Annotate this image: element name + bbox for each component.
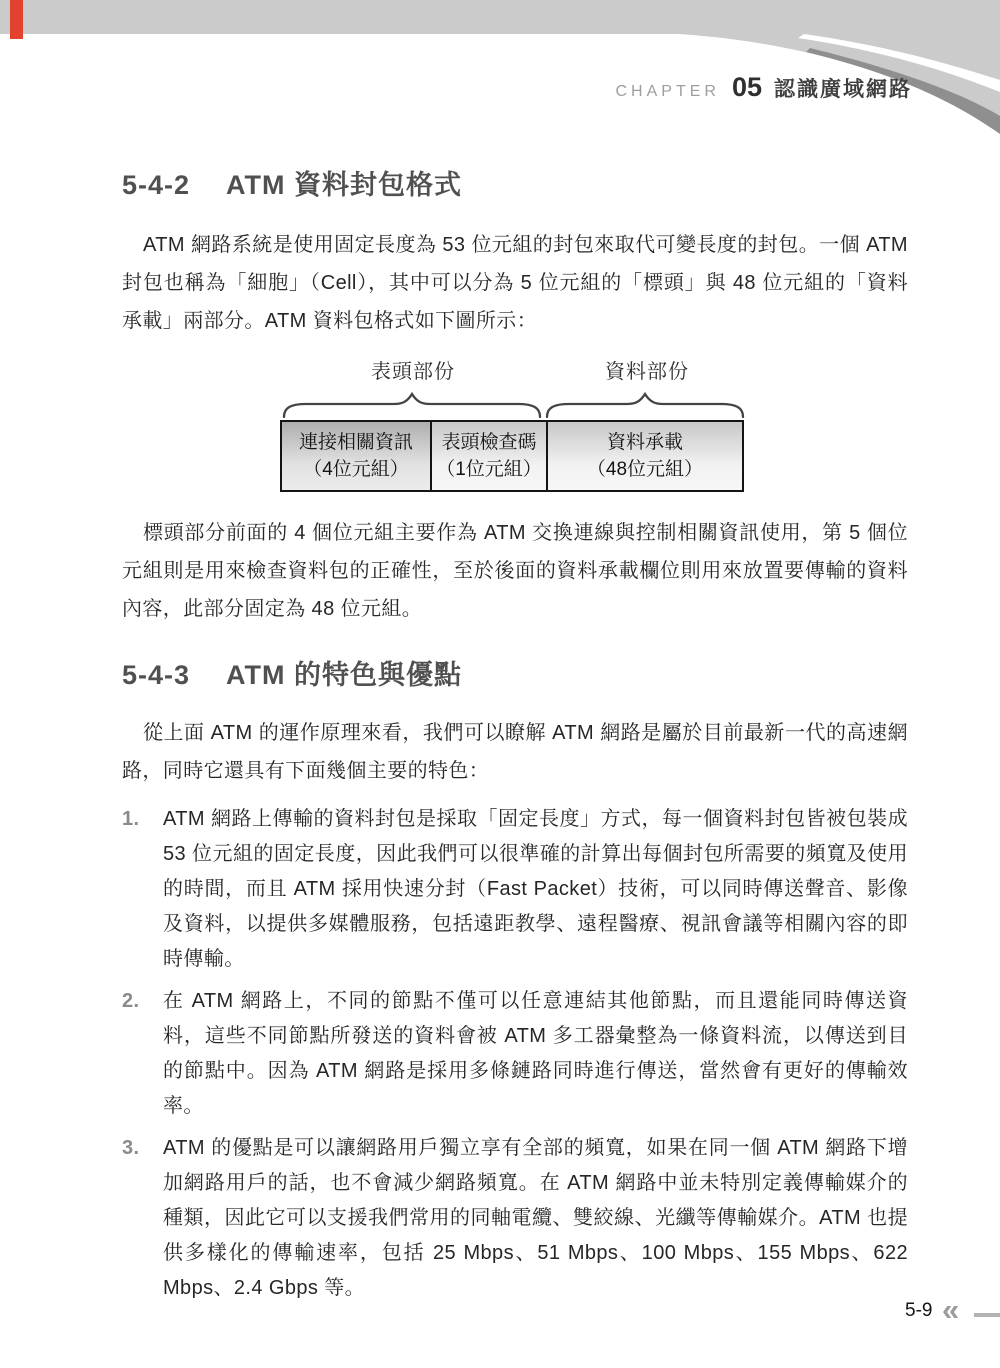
double-chevron-left-icon: « — [942, 1292, 960, 1327]
section-title: ATM 資料封包格式 — [226, 170, 463, 200]
curly-brace-left — [282, 392, 542, 419]
list-item-number: 2. — [122, 990, 140, 1012]
paragraph-atm-format: ATM 網路系統是使用固定長度為 53 位元組的封包來取代可變長度的封包。一個 ATM 封包也稱為「細胞」（Cell），其中可以分為 5 位元組的「標頭」與 48 位元組的「資料承載」兩部分。ATM 資料包格式如下圖所示： — [122, 234, 908, 332]
feature-list — [122, 802, 908, 1313]
list-item — [122, 984, 908, 1124]
section-heading-5-4-3 — [122, 658, 462, 692]
section-number: 5-4-2 — [122, 170, 191, 200]
list-item — [122, 1131, 908, 1306]
box-subtitle: （1位元組） — [436, 459, 542, 480]
box-title: 連接相關資訊 — [298, 432, 413, 453]
section-title: ATM 的特色與優點 — [226, 660, 463, 690]
chapter-title: 認識廣域網路 — [774, 78, 912, 101]
curly-brace-right — [545, 392, 745, 419]
list-item-number: 1. — [122, 808, 140, 830]
list-item — [122, 802, 908, 977]
list-item-text: 在 ATM 網路上，不同的節點不僅可以任意連結其他節點，而且還能同時傳送資料，這些不同節點所發送的資料會被 ATM 多工器彙整為一條資料流，以傳送到目的節點中。因為 ATM 網路是採用多條鏈路同時進行傳送，當然會有更好的傳輸效率。 — [163, 990, 908, 1117]
diagram-box-payload — [546, 422, 742, 490]
chapter-header — [616, 72, 913, 103]
page-number: 5-9 — [905, 1300, 933, 1321]
list-item-text: ATM 的優點是可以讓網路用戶獨立享有全部的頻寬，如果在同一個 ATM 網路下增加網路用戶的話，也不會減少網路頻寬。在 ATM 網路中並未特別定義傳輸媒介的種類，因此它可以支援我們常用的同軸電纜、雙絞線、光纖等傳輸媒介。ATM 也提供多樣化的傳輸速率，包括 25 Mbps、51 Mbps、100 Mbps、155 Mbps、622 Mbps、2.4 Gbps 等。 — [163, 1137, 908, 1299]
footer-rule — [974, 1313, 1000, 1317]
list-item-number: 3. — [122, 1137, 140, 1159]
diagram-label-data-part: 資料部份 — [605, 361, 689, 383]
paragraph-features-intro: 從上面 ATM 的運作原理來看，我們可以瞭解 ATM 網路是屬於目前最新一代的高速網路，同時它還具有下面幾個主要的特色： — [122, 722, 908, 782]
box-subtitle: （48位元組） — [586, 459, 704, 480]
chapter-label: CHAPTER — [615, 83, 720, 100]
chapter-number: 05 — [731, 72, 762, 102]
paragraph-header-explain: 標頭部分前面的 4 個位元組主要作為 ATM 交換連線與控制相關資訊使用，第 5 個位元組則是用來檢查資料包的正確性，至於後面的資料承載欄位則用來放置要傳輸的資料內容，此部分固定為 48 位元組。 — [122, 522, 908, 620]
box-title: 資料承載 — [606, 432, 683, 453]
section-number: 5-4-3 — [122, 660, 191, 690]
diagram-label-header-part: 表頭部份 — [371, 361, 455, 383]
page-edge-red-tab — [10, 0, 23, 39]
atm-cell-diagram — [280, 420, 744, 492]
section-heading-5-4-2 — [122, 168, 462, 202]
diagram-box-connection-info — [282, 422, 430, 490]
diagram-box-header-checksum — [430, 422, 546, 490]
box-subtitle: （4位元組） — [303, 459, 409, 480]
box-title: 表頭檢查碼 — [441, 432, 537, 453]
list-item-text: ATM 網路上傳輸的資料封包是採取「固定長度」方式，每一個資料封包皆被包裝成 53 位元組的固定長度，因此我們可以很準確的計算出每個封包所需要的頻寬及使用的時間，而且 ATM 採用快速分封（Fast Packet）技術，可以同時傳送聲音、影像及資料，以提供多媒體服務，包括遠距教學、遠程醫療、視訊會議等相關內容的即時傳輸。 — [163, 808, 908, 970]
